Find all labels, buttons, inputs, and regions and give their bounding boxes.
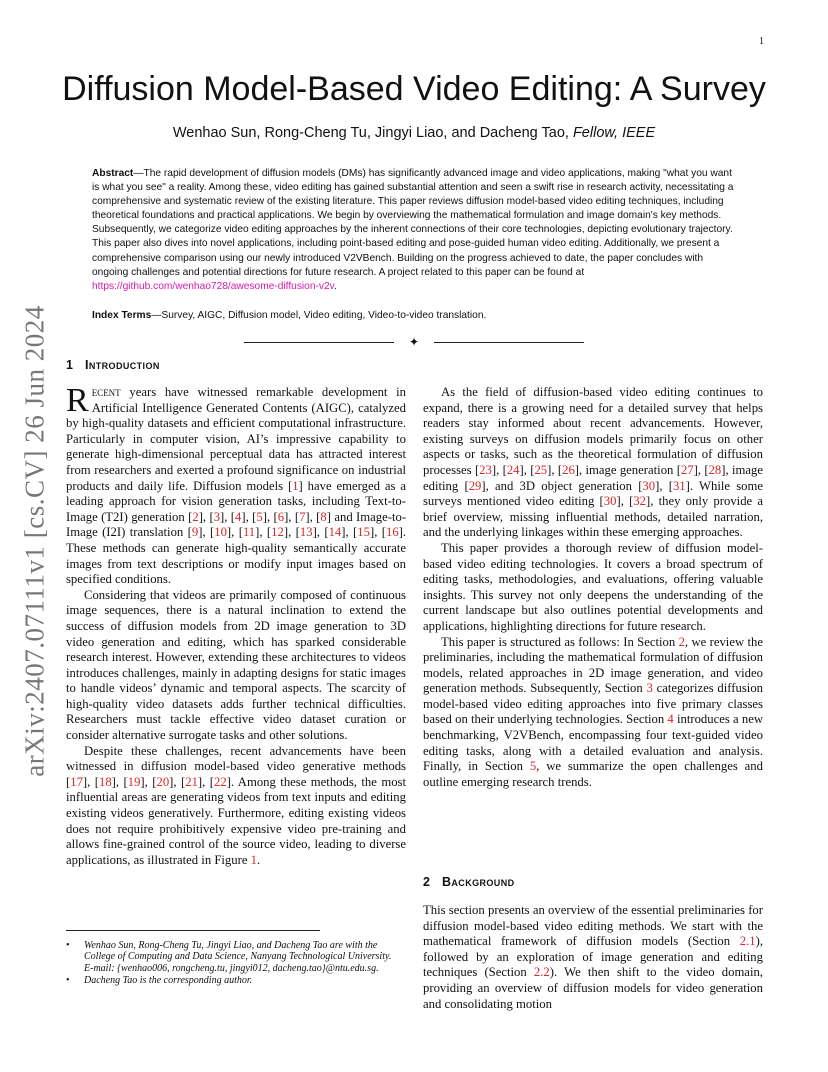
footnote-affiliation [66,940,406,974]
dropcap-letter: R [66,382,89,419]
abstract-end: . [334,280,337,292]
author-suffix: Fellow, IEEE [572,125,656,141]
section-title: Background [441,875,515,889]
index-terms-text: —Survey, AIGC, Diffusion model, Video editing, Video-to-video translation. [151,310,487,321]
intro-paragraph-4: As the field of diffusion-based video editing continues to expand, there is a growing need for a detailed survey that helps readers stay informed about recent advancements. However, existing surveys on diffusion models primarily focus on other aspects or tasks, such as the theoretical formulation of diffusion processes [23], [24], [25], [26], image generation [27], [28], image editing [29], and 3D object generation [30], [31]. While some surveys mentioned video editing [30], [32], they only provide a brief overview, missing influential methods, detailed narration, and the underlying linkages within these emerging approaches. [423,385,764,540]
section-heading-background [423,875,515,889]
footnote-affiliation-text: Wenhao Sun, Rong-Cheng Tu, Jingyi Liao, and Dacheng Tao are with the College of Computing and Data Science, Nanyang Technological University. [84,940,392,963]
paper-title: Diffusion Model-Based Video Editing: A Survey [62,70,766,108]
dropcap-word-rest: ecent [91,385,121,399]
project-link[interactable]: https://github.com/wenhao728/awesome-diffusion-v2v [92,280,334,292]
intro-paragraph-6: This paper is structured as follows: In Section 2, we review the preliminaries, including the mathematical formulation of diffusion models, related approaches in 2D image generation, and video generation methods. Subsequently, Section 3 categorizes diffusion model-based video editing approaches into five primary classes based on their underlying technologies. Section 4 introduces a new benchmarking, V2VBench, encompassing four text-guided video editing tasks, along with a detailed evaluation and analysis. Finally, in Section 5, we summarize the open challenges and outline emerging research trends. [423,634,764,789]
author-line [0,125,828,141]
footnotes [66,940,406,988]
right-column [423,385,763,790]
intro-paragraph-1: Recent years have witnessed remarkable development in Artificial Intelligence Generated Contents (AIGC), catalyzed by high-quality datasets and efficient computational infrastructure. Particularly in computer vision, AI’s impressive capability to generate high-dimensional perceptual data has attracted interest from researchers and exerted a profound significance on industrial products and daily life. Diffusion models [1] have emerged as a leading approach for vision generation tasks, including Text-to-Image (T2I) generation [2], [3], [4], [5], [6], [7], [8] and Image-to-Image (I2I) translation [9], [10], [11], [12], [13], [14], [15], [16]. These methods can generate high-quality semantically accurate images from text descriptions or modify input images based on specified conditions. [66,382,407,587]
footnote-corresponding-text: Dacheng Tao is the corresponding author. [84,975,253,987]
left-column [66,382,407,868]
background-body [423,903,763,1012]
abstract-text: —The rapid development of diffusion models (DMs) has significantly advanced image and video applications, making "what you want is what you see" a reality. Among these, video editing has gained substantial attention and seen a swift rise in research activity, necessitating a comprehensive and systematic review of the existing literature. This paper reviews diffusion model-based video editing techniques, including theoretical foundations and practical applications. We begin by overviewing the mathematical formulation and image domain's key methods. Subsequently, we categorize video editing approaches by the inherent connections of their core technologies, depicting evolutionary trajectory. This paper also dives into novel applications, including point-based editing and pose-guided human video editing. Additionally, we present a comprehensive comparison using our newly introduced V2VBench. Building on the progress achieved to date, the paper concludes with ongoing challenges and potential directions for future research. A project related to this paper can be found at [92,168,734,278]
intro-paragraph-5: This paper provides a thorough review of diffusion model-based video editing technologies. It covers a broad spectrum of editing tasks, methodologies, and evaluations, offering valuable insights. This survey not only deepens the understanding of the current landscape but also outlines potential developments and applications, highlighting directions for future research. [423,540,763,633]
intro-paragraph-3: Despite these challenges, recent advancements have been witnessed in diffusion model-based video generative methods [17], [18], [19], [20], [21], [22]. Among these methods, the most influential areas are generating videos from text inputs and editing existing videos generatively. Furthermore, editing existing videos does not require prohibitively expensive video pre-training and allows fine-grained control of the source video, leading to diverse applications, as illustrated in Figure 1. [66,743,407,867]
footnote-bullet: • [66,975,70,987]
arxiv-stamp-text: arXiv:2407.07111v1 [cs.CV] 26 Jun 2024 [19,305,50,777]
section-divider [244,336,584,348]
index-terms-label: Index Terms [92,310,152,321]
section-number: 1 [66,358,74,372]
background-paragraph-1: This section presents an overview of the essential preliminaries for diffusion model-based video editing methods. We start with the mathematical framework of diffusion models (Section 2.1), followed by an exploration of image generation and editing techniques (Section 2.2). We then shift to the video domain, providing an overview of diffusion models for video generation and consolidating motion [423,903,763,1011]
arxiv-stamp [20,286,50,796]
page-number: 1 [759,36,764,47]
abstract [92,167,740,294]
divider-line-right [434,342,584,343]
footnote-email: E-mail: {wenhao006, rongcheng.tu, jingyi012, dacheng.tao}@ntu.edu.sg. [84,962,379,974]
author-names: Wenhao Sun, Rong-Cheng Tu, Jingyi Liao, and Dacheng Tao, [172,125,569,141]
footnote-rule [66,930,320,931]
footnote-corresponding [66,975,406,986]
intro-paragraph-2: Considering that videos are primarily composed of continuous image sequences, there is a natural inclination to extend the success of diffusion models from 2D image generation to 3D video generation and editing, which has sparked considerable research interest. However, extending these architectures to videos introduces challenges, mainly in adapting designs for static images to handle videos’ dynamic and temporal aspects. The scarcity of high-quality video datasets adds further technical difficulties. Researchers must tackle effective video dataset curation or consider alternative surrogate tasks and other solutions. [66,587,406,743]
divider-diamond-icon: ✦ [409,335,420,349]
section-title: Introduction [84,358,160,372]
footnote-bullet: • [66,940,70,951]
section-heading-introduction [66,358,160,372]
index-terms [92,310,740,321]
divider-line-left [244,342,394,343]
section-number: 2 [423,875,431,889]
abstract-label: Abstract [92,168,134,179]
